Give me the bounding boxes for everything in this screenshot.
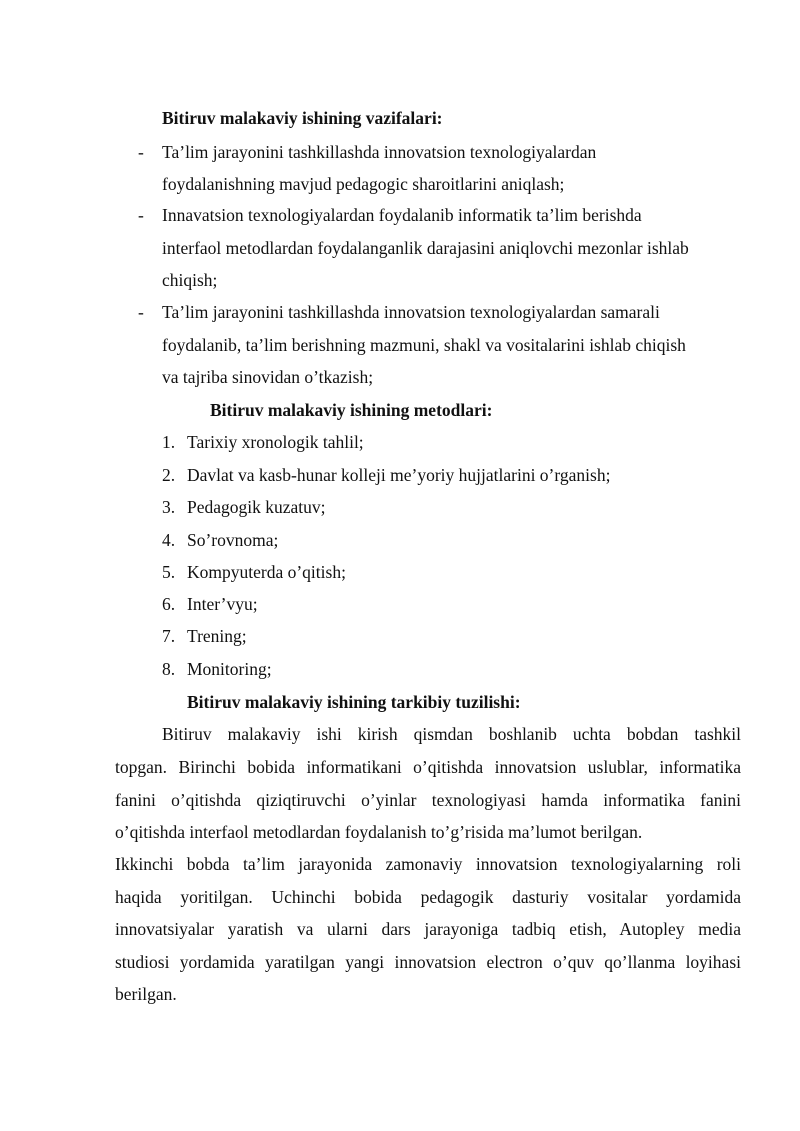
method-number: 6.	[162, 594, 176, 614]
task-item-3-line-3: va tajriba sinovidan o’tkazish;	[162, 367, 374, 387]
paragraph-1-line-4: o’qitishda interfaol metodlardan foydalanish to’g’risida ma’lumot berilgan.	[115, 822, 643, 842]
section-heading-structure: Bitiruv malakaviy ishining tarkibiy tuzilishi:	[187, 692, 521, 712]
paragraph-1-line-1: Bitiruv malakaviy ishi kirish qismdan boshlanib uchta bobdan tashkil	[162, 724, 741, 744]
method-number: 3.	[162, 497, 176, 517]
method-number: 8.	[162, 659, 176, 679]
method-number: 4.	[162, 530, 176, 550]
method-item: So’rovnoma;	[187, 530, 279, 550]
paragraph-2-line-5: berilgan.	[115, 984, 177, 1004]
method-item: Trening;	[187, 626, 247, 646]
method-item: Monitoring;	[187, 659, 272, 679]
method-number: 5.	[162, 562, 176, 582]
paragraph-2-line-4: studiosi yordamida yaratilgan yangi innovatsion electron o’quv qo’llanma loyihasi	[115, 952, 741, 972]
paragraph-1-line-3: fanini o’qitishda qiziqtiruvchi o’yinlar texnologiyasi hamda informatika fanini	[115, 790, 741, 810]
task-item-3-line-2: foydalanib, ta’lim berishning mazmuni, shakl va vositalarini ishlab chiqish	[162, 335, 686, 355]
list-dash-marker: -	[138, 205, 144, 225]
task-item-2-line-1: Innavatsion texnologiyalardan foydalanib informatik ta’lim berishda	[162, 205, 642, 225]
paragraph-2-line-1: Ikkinchi bobda ta’lim jarayonida zamonaviy innovatsion texnologiyalarning roli	[115, 854, 741, 874]
list-dash-marker: -	[138, 302, 144, 322]
method-item: Tarixiy xronologik tahlil;	[187, 432, 364, 452]
list-dash-marker: -	[138, 142, 144, 162]
task-item-1-line-2: foydalanishning mavjud pedagogic sharoitlarini aniqlash;	[162, 174, 565, 194]
method-number: 7.	[162, 626, 176, 646]
task-item-2-line-3: chiqish;	[162, 270, 218, 290]
method-item: Inter’vyu;	[187, 594, 258, 614]
task-item-2-line-2: interfaol metodlardan foydalanganlik darajasini aniqlovchi mezonlar ishlab	[162, 238, 689, 258]
section-heading-tasks: Bitiruv malakaviy ishining vazifalari:	[162, 108, 443, 128]
paragraph-2-line-2: haqida yoritilgan. Uchinchi bobida pedagogik dasturiy vositalar yordamida	[115, 887, 741, 907]
task-item-1-line-1: Ta’lim jarayonini tashkillashda innovatsion texnologiyalardan	[162, 142, 597, 162]
paragraph-1-line-2: topgan. Birinchi bobida informatikani o’qitishda innovatsion uslublar, informatika	[115, 757, 741, 777]
task-item-3-line-1: Ta’lim jarayonini tashkillashda innovatsion texnologiyalardan samarali	[162, 302, 660, 322]
paragraph-2-line-3: innovatsiyalar yaratish va ularni dars jarayoniga tadbiq etish, Autopley media	[115, 919, 741, 939]
method-item: Pedagogik kuzatuv;	[187, 497, 326, 517]
method-item: Davlat va kasb-hunar kolleji me’yoriy hujjatlarini o’rganish;	[187, 465, 611, 485]
method-item: Kompyuterda o’qitish;	[187, 562, 346, 582]
section-heading-methods: Bitiruv malakaviy ishining metodlari:	[210, 400, 493, 420]
method-number: 1.	[162, 432, 176, 452]
method-number: 2.	[162, 465, 176, 485]
